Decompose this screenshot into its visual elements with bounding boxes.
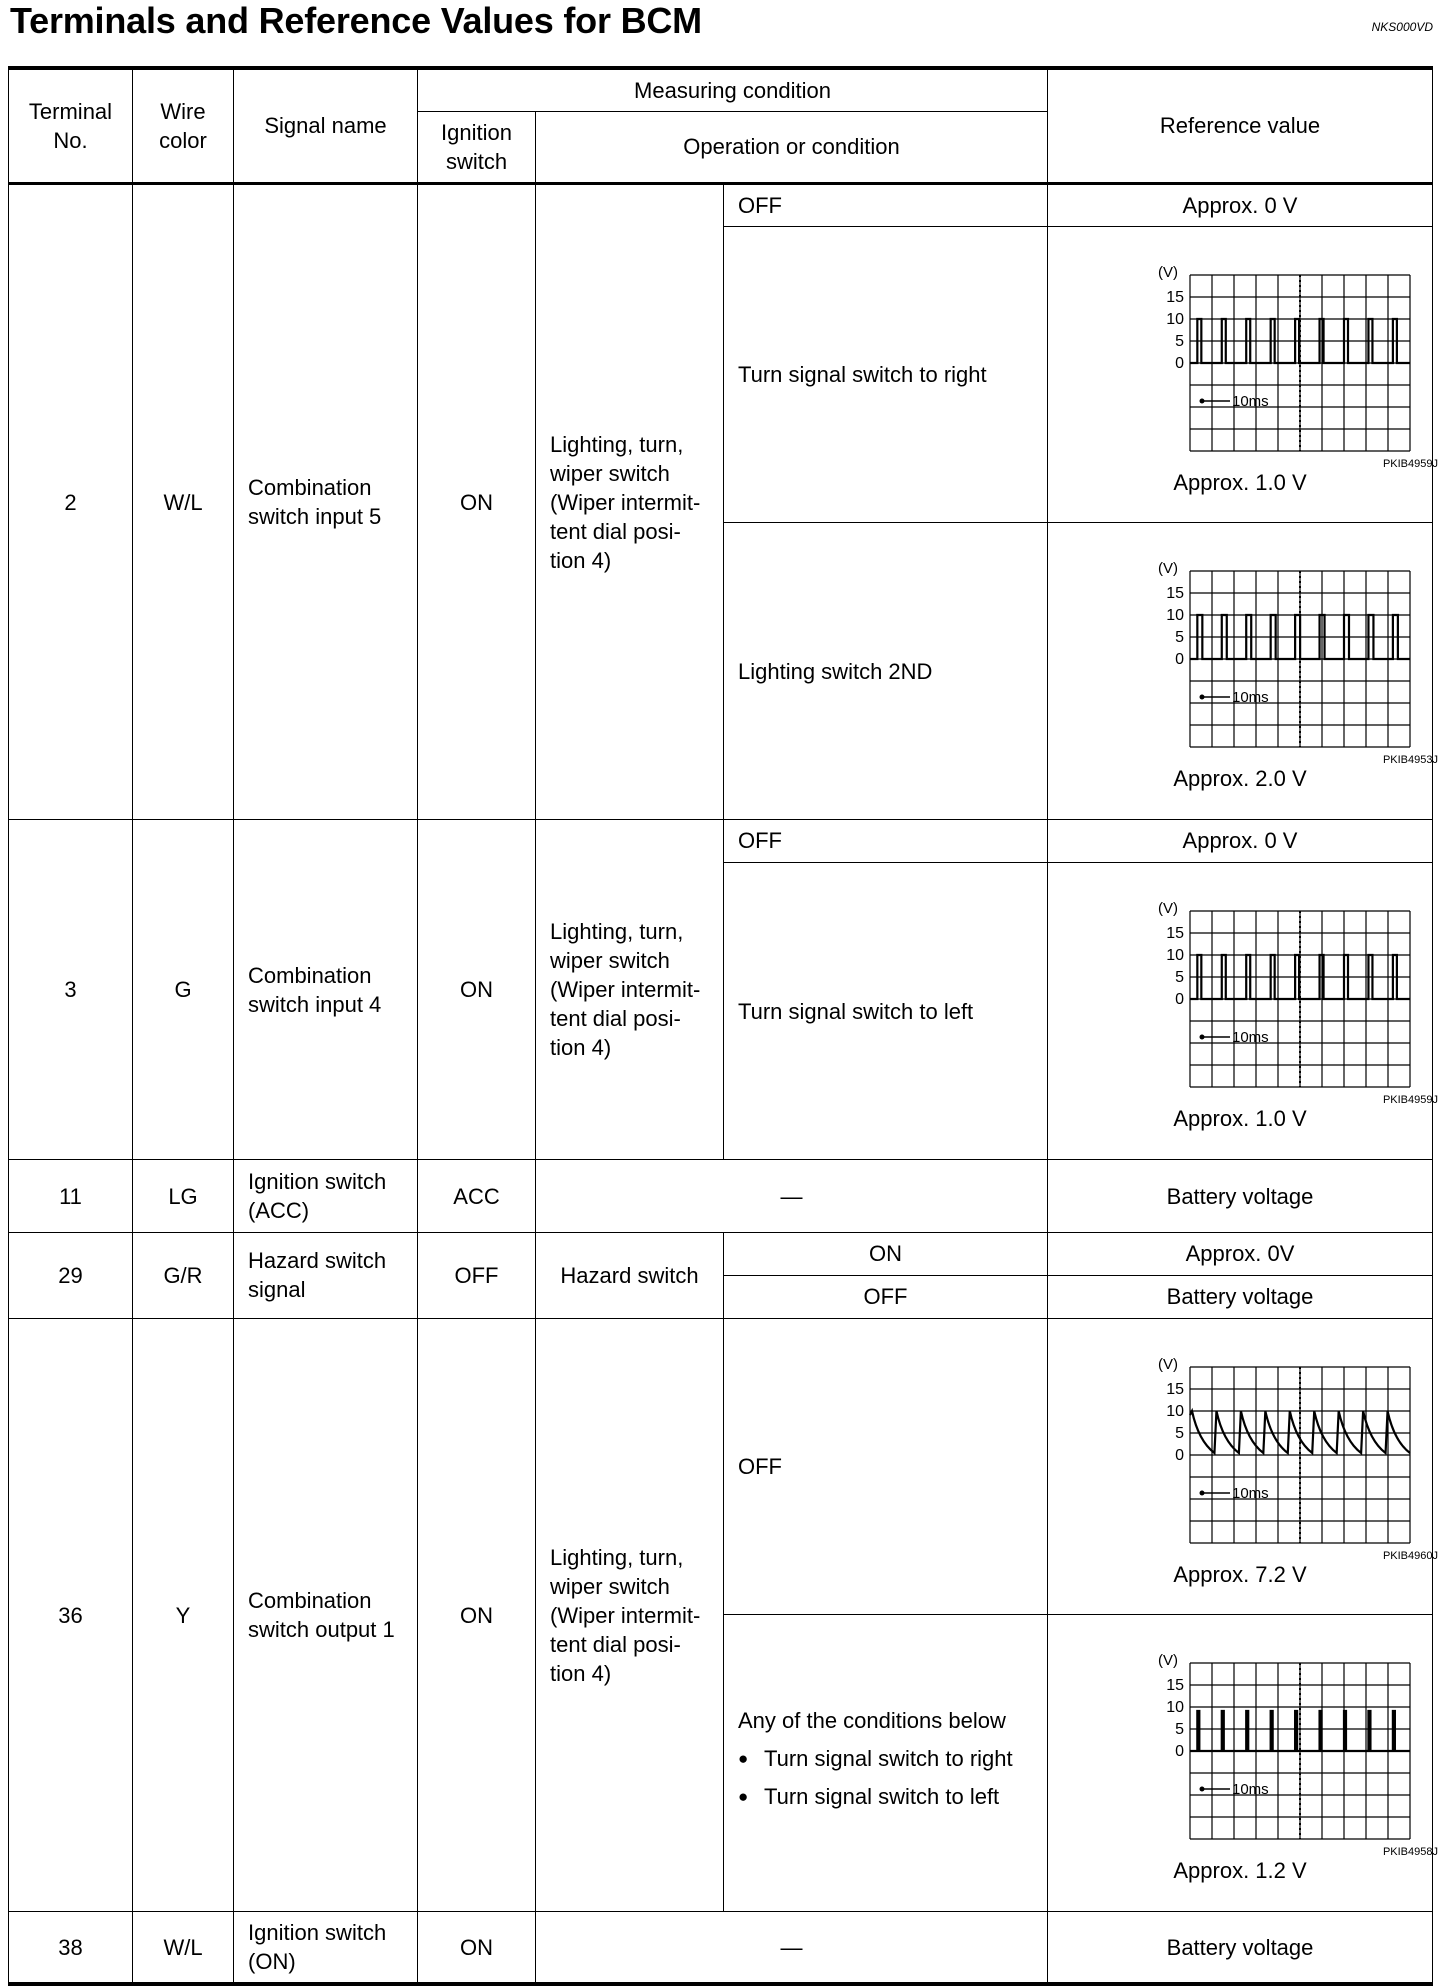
time-scale-dot [1200, 398, 1205, 403]
figure-id: PKIB4959J [1382, 1094, 1439, 1107]
condition: Turn signal switch to right [724, 227, 1048, 523]
header-operation: Operation or condition [536, 111, 1048, 183]
time-scale-dot [1200, 1035, 1205, 1040]
axis-unit: (V) [1158, 263, 1179, 281]
reference-value: Approx. 7.2 V [1173, 1561, 1307, 1587]
figure-id: PKIB4959J [1382, 457, 1439, 470]
waveform-scope [1090, 1345, 1439, 1562]
tick-label: 0 [1175, 651, 1185, 669]
time-scale-dot [1200, 695, 1205, 700]
operation-none: — [536, 1160, 1048, 1232]
signal-name: Combination switch input 4 [234, 820, 418, 1160]
figure-id: PKIB4958J [1382, 1846, 1439, 1859]
reference-value: Approx. 1.2 V [1173, 1858, 1307, 1884]
list-item: ● Turn signal switch to left [738, 1782, 1033, 1811]
condition-list-cell [724, 1615, 1048, 1912]
tick-label: 5 [1175, 969, 1185, 987]
reference-value: Approx. 1.0 V [1173, 1106, 1307, 1132]
operation-none: — [536, 1912, 1048, 1984]
tick-label: 10 [1166, 947, 1185, 965]
reference-value: Approx. 0V [1048, 1232, 1433, 1275]
reference-value: Approx. 2.0 V [1173, 766, 1307, 792]
terminal-no: 2 [9, 183, 133, 819]
waveform-scope [1090, 549, 1439, 767]
tick-label: 5 [1175, 332, 1185, 350]
signal-name: Hazard switch signal [234, 1232, 418, 1318]
header-reference-value: Reference value [1048, 68, 1433, 183]
reference-value: Approx. 0 V [1048, 183, 1433, 226]
reference-cell [1048, 863, 1439, 1160]
terminal-no: 11 [9, 1160, 133, 1232]
ignition-switch: ON [418, 1319, 536, 1912]
axis-unit: (V) [1158, 1652, 1179, 1670]
header-ignition-switch: Ignition switch [418, 111, 536, 183]
time-scale-label: 10ms [1232, 1029, 1269, 1047]
bcm-terminal-table [8, 66, 1439, 1986]
reference-value: Battery voltage [1048, 1912, 1433, 1984]
terminal-no: 38 [9, 1912, 133, 1984]
tick-label: 0 [1175, 1446, 1185, 1464]
time-scale-label: 10ms [1232, 392, 1269, 410]
tick-label: 15 [1166, 925, 1185, 943]
condition: ON [724, 1232, 1048, 1275]
reference-value: Approx. 1.0 V [1173, 469, 1307, 495]
tick-label: 10 [1166, 607, 1185, 625]
tick-label: 5 [1175, 1721, 1185, 1739]
wire-color: Y [133, 1319, 234, 1912]
wire-color: LG [133, 1160, 234, 1232]
tick-label: 0 [1175, 1743, 1185, 1761]
tick-label: 15 [1166, 585, 1185, 603]
condition: OFF [724, 820, 1048, 863]
waveform-scope [1090, 253, 1439, 470]
reference-cell [1048, 227, 1439, 523]
waveform-scope [1090, 889, 1439, 1107]
list-item: ● Turn signal switch to right [738, 1744, 1033, 1773]
axis-unit: (V) [1158, 900, 1179, 918]
header-terminal-no: Terminal No. [9, 68, 133, 183]
tick-label: 10 [1166, 1402, 1185, 1420]
time-scale-label: 10ms [1232, 689, 1269, 707]
document-code: NKS000VD [1371, 20, 1433, 34]
tick-label: 15 [1166, 288, 1185, 306]
tick-label: 0 [1175, 991, 1185, 1009]
figure-id: PKIB4953J [1382, 754, 1439, 767]
reference-cell [1048, 1615, 1439, 1912]
tick-label: 0 [1175, 354, 1185, 372]
wire-color: G/R [133, 1232, 234, 1318]
wire-color: W/L [133, 1912, 234, 1984]
tick-label: 15 [1166, 1677, 1185, 1695]
ignition-switch: ON [418, 183, 536, 819]
terminal-no: 3 [9, 820, 133, 1160]
figure-id: PKIB4960J [1382, 1549, 1439, 1562]
condition: Lighting switch 2ND [724, 523, 1048, 820]
condition: OFF [724, 1275, 1048, 1318]
time-scale-label: 10ms [1232, 1484, 1269, 1502]
condition: Turn signal switch to left [724, 863, 1048, 1160]
ignition-switch: ACC [418, 1160, 536, 1232]
operation-group: Lighting, turn, wiper switch (Wiper intermit-tent dial posi-tion 4) [536, 183, 724, 819]
condition: OFF [724, 1319, 1048, 1615]
signal-name: Ignition switch (ON) [234, 1912, 418, 1984]
reference-cell [1048, 1319, 1439, 1615]
wire-color: G [133, 820, 234, 1160]
time-scale-dot [1200, 1490, 1205, 1495]
tick-label: 10 [1166, 310, 1185, 328]
reference-value: Battery voltage [1048, 1160, 1433, 1232]
tick-label: 10 [1166, 1699, 1185, 1717]
signal-name: Combination switch output 1 [234, 1319, 418, 1912]
reference-value: Approx. 0 V [1048, 820, 1433, 863]
tick-label: 15 [1166, 1380, 1185, 1398]
terminal-no: 36 [9, 1319, 133, 1912]
ignition-switch: OFF [418, 1232, 536, 1318]
condition-bullets [738, 1744, 1033, 1811]
ignition-switch: ON [418, 820, 536, 1160]
axis-unit: (V) [1158, 1355, 1179, 1373]
header-wire-color: Wire color [133, 68, 234, 183]
header-measuring-condition: Measuring condition [418, 68, 1048, 111]
time-scale-label: 10ms [1232, 1781, 1269, 1799]
time-scale-dot [1200, 1787, 1205, 1792]
operation-group: Lighting, turn, wiper switch (Wiper intermit-tent dial posi-tion 4) [536, 1319, 724, 1912]
ignition-switch: ON [418, 1912, 536, 1984]
header-signal-name: Signal name [234, 68, 418, 183]
tick-label: 5 [1175, 1424, 1185, 1442]
condition: OFF [724, 183, 1048, 226]
wire-color: W/L [133, 183, 234, 819]
axis-unit: (V) [1158, 560, 1179, 578]
condition: Any of the conditions below [738, 1708, 1006, 1734]
signal-name: Combination switch input 5 [234, 183, 418, 819]
waveform-scope [1090, 1641, 1439, 1859]
reference-cell [1048, 523, 1439, 820]
tick-label: 5 [1175, 629, 1185, 647]
signal-name: Ignition switch (ACC) [234, 1160, 418, 1232]
operation-group: Hazard switch [536, 1232, 724, 1318]
terminal-no: 29 [9, 1232, 133, 1318]
reference-value: Battery voltage [1048, 1275, 1433, 1318]
page-title: Terminals and Reference Values for BCM [10, 0, 702, 41]
operation-group: Lighting, turn, wiper switch (Wiper intermit-tent dial posi-tion 4) [536, 820, 724, 1160]
